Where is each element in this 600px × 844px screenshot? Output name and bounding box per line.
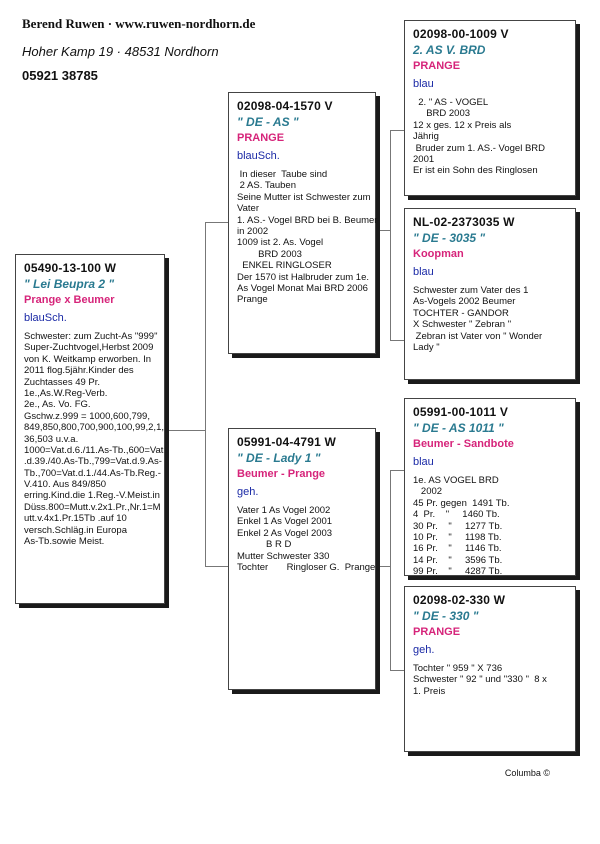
connector-to-mf bbox=[390, 470, 404, 471]
breed-line: Beumer - Prange bbox=[237, 468, 326, 480]
ring-number: 05991-04-4791 W bbox=[237, 435, 337, 449]
color-label: blau bbox=[413, 456, 434, 468]
ring-number: NL-02-2373035 W bbox=[413, 215, 515, 229]
pigeon-name: " Lei Beupra 2 " bbox=[24, 277, 115, 291]
color-label: blau bbox=[413, 266, 434, 278]
color-label: geh. bbox=[413, 644, 435, 656]
pigeon-card-mother-mother bbox=[404, 586, 576, 752]
ring-number: 02098-04-1570 V bbox=[237, 99, 333, 113]
connector-father-vertical bbox=[390, 130, 391, 340]
color-label: blauSch. bbox=[24, 312, 67, 324]
connector-to-mother bbox=[205, 566, 230, 567]
connector-to-mm bbox=[390, 670, 404, 671]
ring-number: 05490-13-100 W bbox=[24, 261, 117, 275]
color-label: geh. bbox=[237, 486, 259, 498]
connector-gen1-vertical bbox=[205, 222, 206, 566]
notes-text: Schwester zum Vater des 1 As-Vogels 2002 Beumer TOCHTER - GANDOR X Schwester " Zebran " Zebran ist Vater von " Wonder Lady " bbox=[413, 285, 543, 353]
pigeon-card-mother bbox=[228, 428, 376, 690]
connector-mother-vertical bbox=[390, 470, 391, 670]
pigeon-card-father bbox=[228, 92, 376, 354]
connector-father-trunk bbox=[376, 230, 390, 231]
pigeon-name: " DE - 3035 " bbox=[413, 231, 486, 245]
pigeon-name: 2. AS V. BRD bbox=[413, 43, 486, 57]
phone-number: 05921 38785 bbox=[22, 68, 98, 83]
address-line: Hoher Kamp 19 · 48531 Nordhorn bbox=[22, 44, 219, 59]
notes-text: In dieser Taube sind 2 AS. Tauben Seine Mutter ist Schwester zum Vater 1. AS.- Vogel BRD bei B. Beumer in 2002 1009 ist 2. As. Vogel BRD 2003 ENKEL RINGLOSER Der 1570 ist Halbruder zum 1e. As Vogel Monat Mai BRD 2006 Prange bbox=[237, 169, 378, 306]
connector-to-fm bbox=[390, 340, 404, 341]
footer-credit: Columba © bbox=[504, 768, 550, 778]
breed-line: Koopman bbox=[413, 248, 464, 260]
connector-to-father bbox=[205, 222, 230, 223]
pigeon-name: " DE - Lady 1 " bbox=[237, 451, 321, 465]
connector-mother-trunk bbox=[376, 566, 390, 567]
notes-text: 2. " AS - VOGEL BRD 2003 12 x ges. 12 x Preis als Jährig Bruder zum 1. AS.- Vogel BRD 2001 Er ist ein Sohn des Ringlosen bbox=[413, 97, 546, 177]
color-label: blauSch. bbox=[237, 150, 280, 162]
notes-text: Schwester: zum Zucht-As "999" Super-Zuchtvogel,Herbst 2009 von K. Weitkamp erworben. In 2011 flog.5jähr.Kinder des Zuchtasses 49 Pr. 1e.,As.W.Reg-Verb. 2e., As. Vo. FG. Gschw.z.999 = 1000,600,799, 849,850,800,700,900,100,99,2,1, 36,503 u.v.a. 1000=Vat.d.6./11.As-Tb.,600=Vat .d.39./40.As-Tb.,799=Vat.d.9.As- Tb.,700=Vat.d.1./44.As-Tb.Reg.- V.410. Aus 849/850 erring.Kind.die 1.Reg.-V.Meist.in Düss.800=Mutt.v.2x1.Pr.,Nr.1=M utt.v.4x1.Pr.15Tb .auf 10 versch.Schläg.in Europa As-Tb.sowie Meist. bbox=[24, 331, 164, 548]
pigeon-card-subject bbox=[15, 254, 165, 604]
color-label: blau bbox=[413, 78, 434, 90]
breed-line: Beumer - Sandbote bbox=[413, 438, 514, 450]
ring-number: 02098-00-1009 V bbox=[413, 27, 509, 41]
pigeon-name: " DE - AS 1011 " bbox=[413, 421, 504, 435]
connector-to-ff bbox=[390, 130, 404, 131]
pigeon-card-mother-father bbox=[404, 398, 576, 576]
owner-line: Berend Ruwen · www.ruwen-nordhorn.de bbox=[22, 16, 256, 31]
pigeon-name: " DE - 330 " bbox=[413, 609, 479, 623]
pigeon-name: " DE - AS " bbox=[237, 115, 299, 129]
breed-line: Prange x Beumer bbox=[24, 294, 115, 306]
breed-line: PRANGE bbox=[413, 626, 461, 638]
pigeon-card-father-father bbox=[404, 20, 576, 196]
ring-number: 05991-00-1011 V bbox=[413, 405, 509, 419]
pigeon-card-father-mother bbox=[404, 208, 576, 380]
breed-line: PRANGE bbox=[237, 132, 285, 144]
notes-text: Tochter " 959 " X 736 Schwester " 92 " und "330 " 8 x 1. Preis bbox=[413, 663, 547, 697]
notes-text: 1e. AS VOGEL BRD 2002 45 Pr. gegen 1491 Tb. 4 Pr. " 1460 Tb. 30 Pr. " 1277 Tb. 10 Pr. " 1198 Tb. 16 Pr. " 1146 Tb. 14 Pr. " 3596 Tb. 99 Pr. " 4287 Tb. bbox=[413, 475, 510, 578]
breed-line: PRANGE bbox=[413, 60, 461, 72]
ring-number: 02098-02-330 W bbox=[413, 593, 506, 607]
connector-subject-trunk bbox=[165, 430, 205, 431]
notes-text: Vater 1 As Vogel 2002 Enkel 1 As Vogel 2001 Enkel 2 As Vogel 2003 B R D Mutter Schwester 330 Tochter Ringloser G. Prange bbox=[237, 505, 376, 573]
